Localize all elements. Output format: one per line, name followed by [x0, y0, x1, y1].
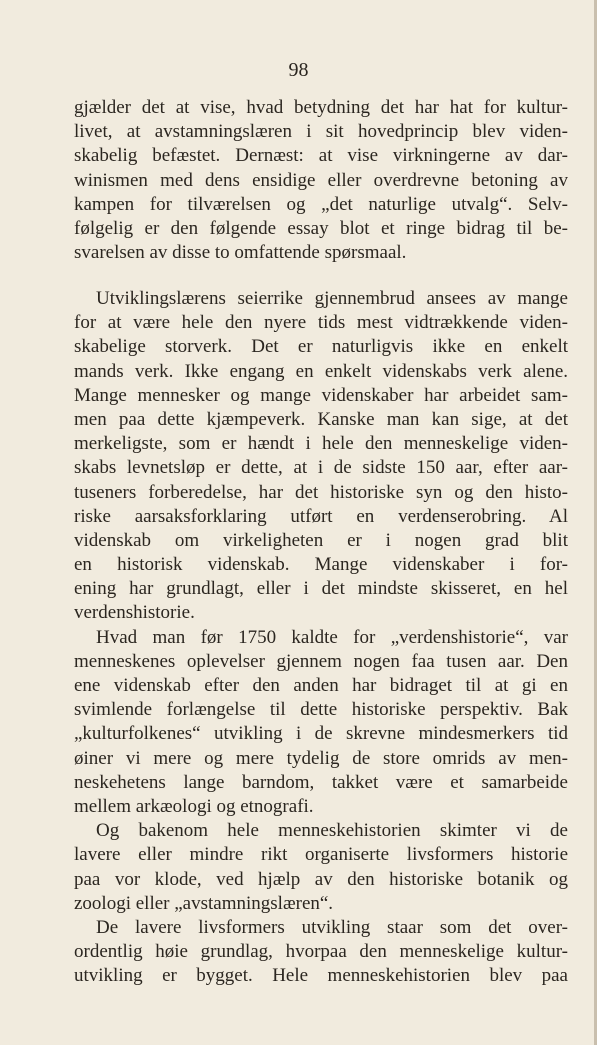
- text-line: zoologi eller „avstamningslæren“.: [74, 892, 334, 914]
- text-line: lavere eller mindre rikt organiserte livsformers historie: [74, 844, 568, 866]
- paragraph-1: [74, 96, 568, 265]
- text-line: kampen for tilværelsen og „det naturlige utvalg“. Selv-: [74, 193, 568, 215]
- text-line: for at være hele den nyere tids mest vidtrækkende viden-: [74, 312, 568, 334]
- text-line: skabelig befæstet. Dernæst: at vise virkningerne av dar-: [74, 145, 568, 167]
- text-line: tuseners forberedelse, har det historiske syn og den histo-: [74, 481, 568, 503]
- text-line: videnskab om virkeligheten er i nogen grad blit: [74, 529, 568, 551]
- text-line: merkeligste, som er hændt i hele den menneskelige viden-: [74, 433, 568, 455]
- text-line: riske aarsaksforklaring utført en verdenserobring. Al: [74, 505, 568, 527]
- page-number: 98: [288, 59, 309, 81]
- text-line: øiner vi mere og mere tydelig de store omrids av men-: [74, 747, 568, 769]
- text-line: menneskenes oplevelser gjennem nogen faa tusen aar. Den: [74, 650, 568, 672]
- text-line: svarelsen av disse to omfattende spørsmaal.: [74, 242, 407, 264]
- text-line: neskehetens lange barndom, takket være et samarbeide: [74, 771, 568, 793]
- text-line: skabelige storverk. Det er naturligvis ikke en enkelt: [74, 336, 568, 358]
- paragraph-2: [74, 287, 568, 988]
- text-line: følgelig er den følgende essay blot et ringe bidrag til be-: [74, 217, 568, 239]
- text-line: gjælder det at vise, hvad betydning det har hat for kultur-: [74, 97, 568, 118]
- text-line: skabs levnetsløp er dette, at i de sidste 150 aar, efter aar-: [74, 457, 568, 479]
- text-line: Utviklingslærens seierrike gjennembrud ansees av mange: [96, 288, 568, 309]
- text-line: mands verk. Ikke engang en enkelt videnskabs verk alene.: [74, 360, 568, 382]
- text-line: svimlende forlængelse til dette historiske perspektiv. Bak: [74, 699, 568, 721]
- text-line: mellem arkæologi og etnografi.: [74, 795, 314, 817]
- text-line: „kulturfolkenes“ utvikling i de skrevne mindesmerkers tid: [74, 723, 568, 745]
- text-line: ening har grundlagt, eller i det mindste skisseret, en hel: [74, 578, 568, 600]
- text-line: ordentlig høie grundlag, hvorpaa den menneskelige kultur-: [74, 941, 568, 963]
- text-line: en historisk videnskab. Mange videnskaber i for-: [74, 554, 568, 576]
- text-line: utvikling er bygget. Hele menneskehistorien blev paa: [74, 965, 568, 987]
- text-line: Hvad man før 1750 kaldte for „verdenshistorie“, var: [96, 626, 568, 648]
- text-line: verdenshistorie.: [74, 602, 195, 624]
- text-line: men paa dette kjæmpeverk. Kanske man kan sige, at det: [74, 408, 568, 430]
- text-line: ene videnskab efter den anden har bidraget til at gi en: [74, 675, 568, 696]
- text-line: De lavere livsformers utvikling staar som det over-: [96, 916, 568, 938]
- text-line: livet, at avstamningslæren i sit hovedprincip blev viden-: [74, 121, 568, 143]
- text-line: winismen med dens ensidige eller overdrevne betoning av: [74, 169, 568, 191]
- text-line: Og bakenom hele menneskehistorien skimter vi de: [96, 820, 568, 842]
- text-line: paa vor klode, ved hjælp av den historiske botanik og: [74, 868, 568, 890]
- text-line: Mange mennesker og mange videnskaber har arbeidet sam-: [74, 384, 568, 406]
